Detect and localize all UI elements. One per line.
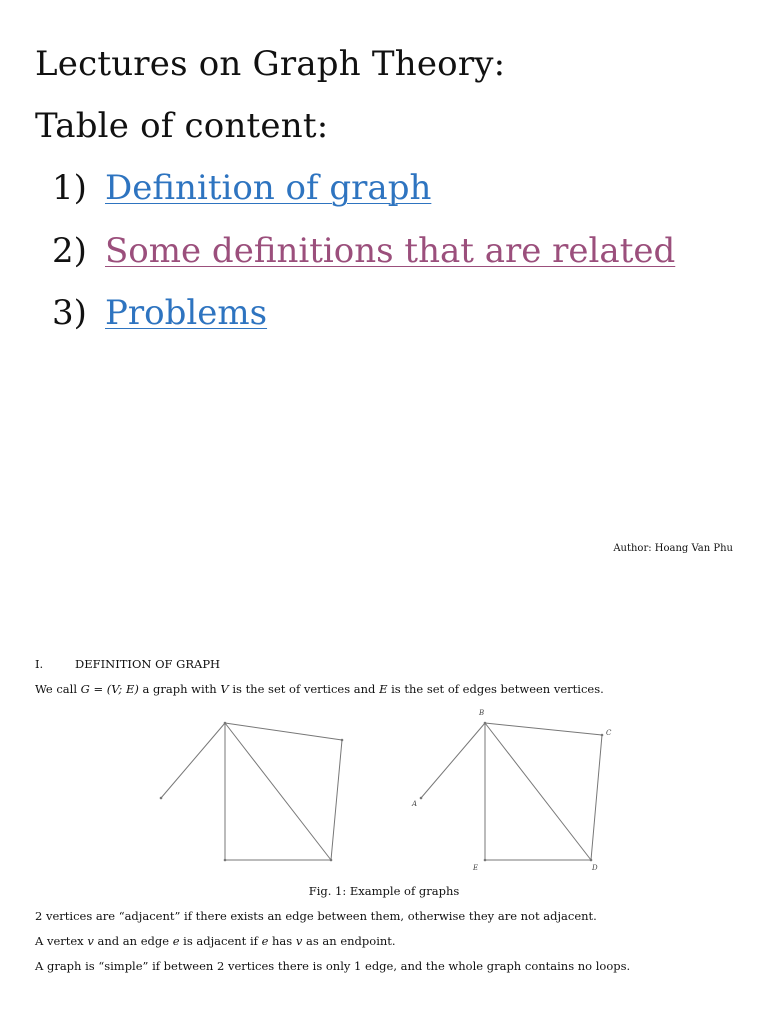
graph-vertex-d [590, 859, 593, 862]
text-run: as an endpoint. [302, 934, 396, 948]
graph-edge-bc [485, 723, 602, 735]
text-run: is adjacent if [179, 934, 262, 948]
text-run: is the set of edges between vertices. [387, 682, 604, 696]
math-vertex: v [87, 934, 94, 948]
math-graph: G = (V; E) [80, 682, 139, 696]
graph-vertex [224, 859, 227, 862]
graph-vertex-e [484, 859, 487, 862]
toc-link-related-definitions[interactable]: Some definitions that are related [105, 231, 676, 271]
section-heading [35, 657, 220, 671]
toc-heading: Table of content: [35, 106, 329, 146]
math-vertex: v [295, 934, 303, 948]
toc-link-definition-of-graph[interactable]: Definition of graph [105, 168, 432, 208]
document-title: Lectures on Graph Theory: [35, 44, 506, 84]
toc-item-problems [52, 293, 267, 333]
math-edge: e [261, 934, 269, 948]
toc-item-definition-of-graph [52, 168, 431, 208]
text-run: A vertex [35, 934, 88, 948]
graph-vertex [224, 722, 227, 725]
graph-vertex [341, 739, 344, 742]
toc-number: 3) [52, 293, 87, 333]
graph-edge-bd [485, 723, 591, 860]
math-vertices: V [220, 682, 229, 696]
author-credit: Author: Hoang Van Phu [613, 543, 733, 554]
graph-vertex-c [601, 734, 604, 737]
graph-edge-ab [421, 723, 485, 798]
math-edges: E [379, 682, 388, 696]
adjacency-paragraph: 2 vertices are “adjacent” if there exists an edge between them, otherwise they are not adjacent. [35, 909, 597, 923]
text-run: a graph with [138, 682, 221, 696]
intro-paragraph [35, 682, 604, 696]
graph-figure [150, 705, 620, 880]
graph-edge [225, 723, 331, 860]
graph-vertex-a [420, 797, 423, 800]
unlabeled-graph [161, 723, 342, 860]
vertex-label-c: C [606, 729, 612, 737]
text-run: and an edge [93, 934, 173, 948]
vertex-label-e: E [473, 864, 479, 872]
vertex-label-a: A [412, 800, 418, 808]
math-edge: e [172, 934, 180, 948]
toc-item-related-definitions [52, 231, 675, 271]
labeled-graph [421, 723, 602, 860]
vertex-label-d: D [592, 864, 598, 872]
graph-edge [225, 723, 342, 740]
graph-edge [161, 723, 225, 798]
incidence-paragraph [35, 934, 396, 948]
toc-link-problems[interactable]: Problems [105, 293, 268, 333]
text-run: is the set of vertices and [228, 682, 380, 696]
graph-edge-cd [591, 735, 602, 860]
text-run: has [268, 934, 296, 948]
section-number: I. [35, 657, 44, 671]
simple-graph-paragraph: A graph is “simple” if between 2 vertices there is only 1 edge, and the whole graph contains no loops. [35, 959, 631, 973]
toc-number: 1) [52, 168, 87, 208]
graph-figure-svg [150, 705, 620, 880]
graph-vertex [160, 797, 163, 800]
toc-number: 2) [52, 231, 87, 271]
graph-vertex [330, 859, 333, 862]
vertex-label-b: B [479, 709, 485, 717]
section-title: DEFINITION OF GRAPH [75, 657, 221, 671]
text-run: We call [35, 682, 81, 696]
graph-edge [331, 740, 342, 860]
graph-vertex-b [484, 722, 487, 725]
figure-caption: Fig. 1: Example of graphs [308, 884, 460, 898]
